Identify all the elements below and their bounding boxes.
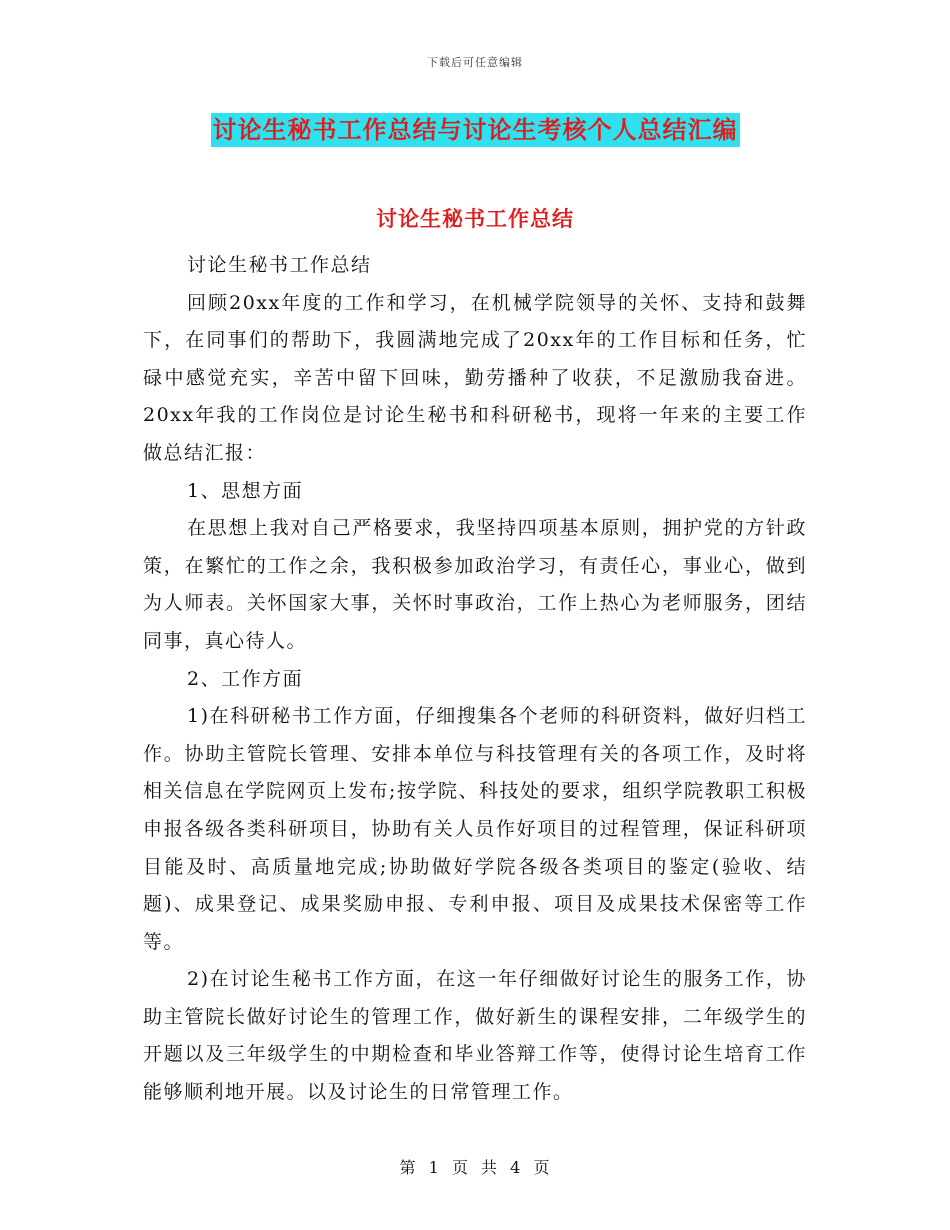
footer-total-pages: 4 — [510, 1158, 522, 1177]
section-title: 讨论生秘书工作总结 — [376, 206, 574, 231]
document-title-container — [0, 113, 950, 147]
footer-prefix: 第 — [399, 1158, 417, 1177]
header-note: 下载后可任意编辑 — [427, 56, 523, 69]
footer-current-page: 1 — [428, 1158, 440, 1177]
footer-total-suffix: 页 — [533, 1158, 551, 1177]
footer-total-prefix: 共 — [481, 1158, 499, 1177]
document-title: 讨论生秘书工作总结与讨论生考核个人总结汇编 — [211, 113, 740, 147]
paragraph-thought: 在思想上我对自己严格要求，我坚持四项基本原则，拥护党的方针政策，在繁忙的工作之余，我积极参加政治学习，有责任心，事业心，做到为人师表。关怀国家大事，关怀时事政治，工作上热心为老师服务，团结同事，真心待人。 — [143, 517, 807, 652]
paragraph-research-secretary: 1)在科研秘书工作方面，仔细搜集各个老师的科研资料，做好归档工作。协助主管院长管理、安排本单位与科技管理有关的各项工作，及时将相关信息在学院网页上发布;按学院、科技处的要求，组织学院教职工积极申报各级各类科研项目，协助有关人员作好项目的过程管理，保证科研项目能及时、高质量地完成;协助做好学院各级各类项目的鉴定(验收、结题)、成果登记、成果奖励申报、专利申报、项目及成果技术保密等工作等。 — [143, 705, 807, 953]
paragraph-graduate-secretary: 2)在讨论生秘书工作方面，在这一年仔细做好讨论生的服务工作，协助主管院长做好讨论生的管理工作，做好新生的课程安排，二年级学生的开题以及三年级学生的中期检查和毕业答辩工作等，使得讨论生培育工作能够顺利地开展。以及讨论生的日常管理工作。 — [143, 968, 807, 1104]
footer-page-word: 页 — [451, 1158, 469, 1177]
heading-work: 2、工作方面 — [187, 667, 304, 690]
heading-thought: 1、思想方面 — [187, 479, 304, 502]
paragraph-intro: 回顾20xx年度的工作和学习，在机械学院领导的关怀、支持和鼓舞下，在同事们的帮助下，我圆满地完成了20xx年的工作目标和任务，忙碌中感觉充实，辛苦中留下回味，勤劳播种了收获，不足激励我奋进。20xx年我的工作岗位是讨论生秘书和科研秘书，现将一年来的主要工作做总结汇报： — [143, 291, 807, 464]
document-body — [143, 247, 807, 1112]
page-footer — [0, 1155, 950, 1178]
paragraph-subtitle: 讨论生秘书工作总结 — [187, 254, 372, 276]
